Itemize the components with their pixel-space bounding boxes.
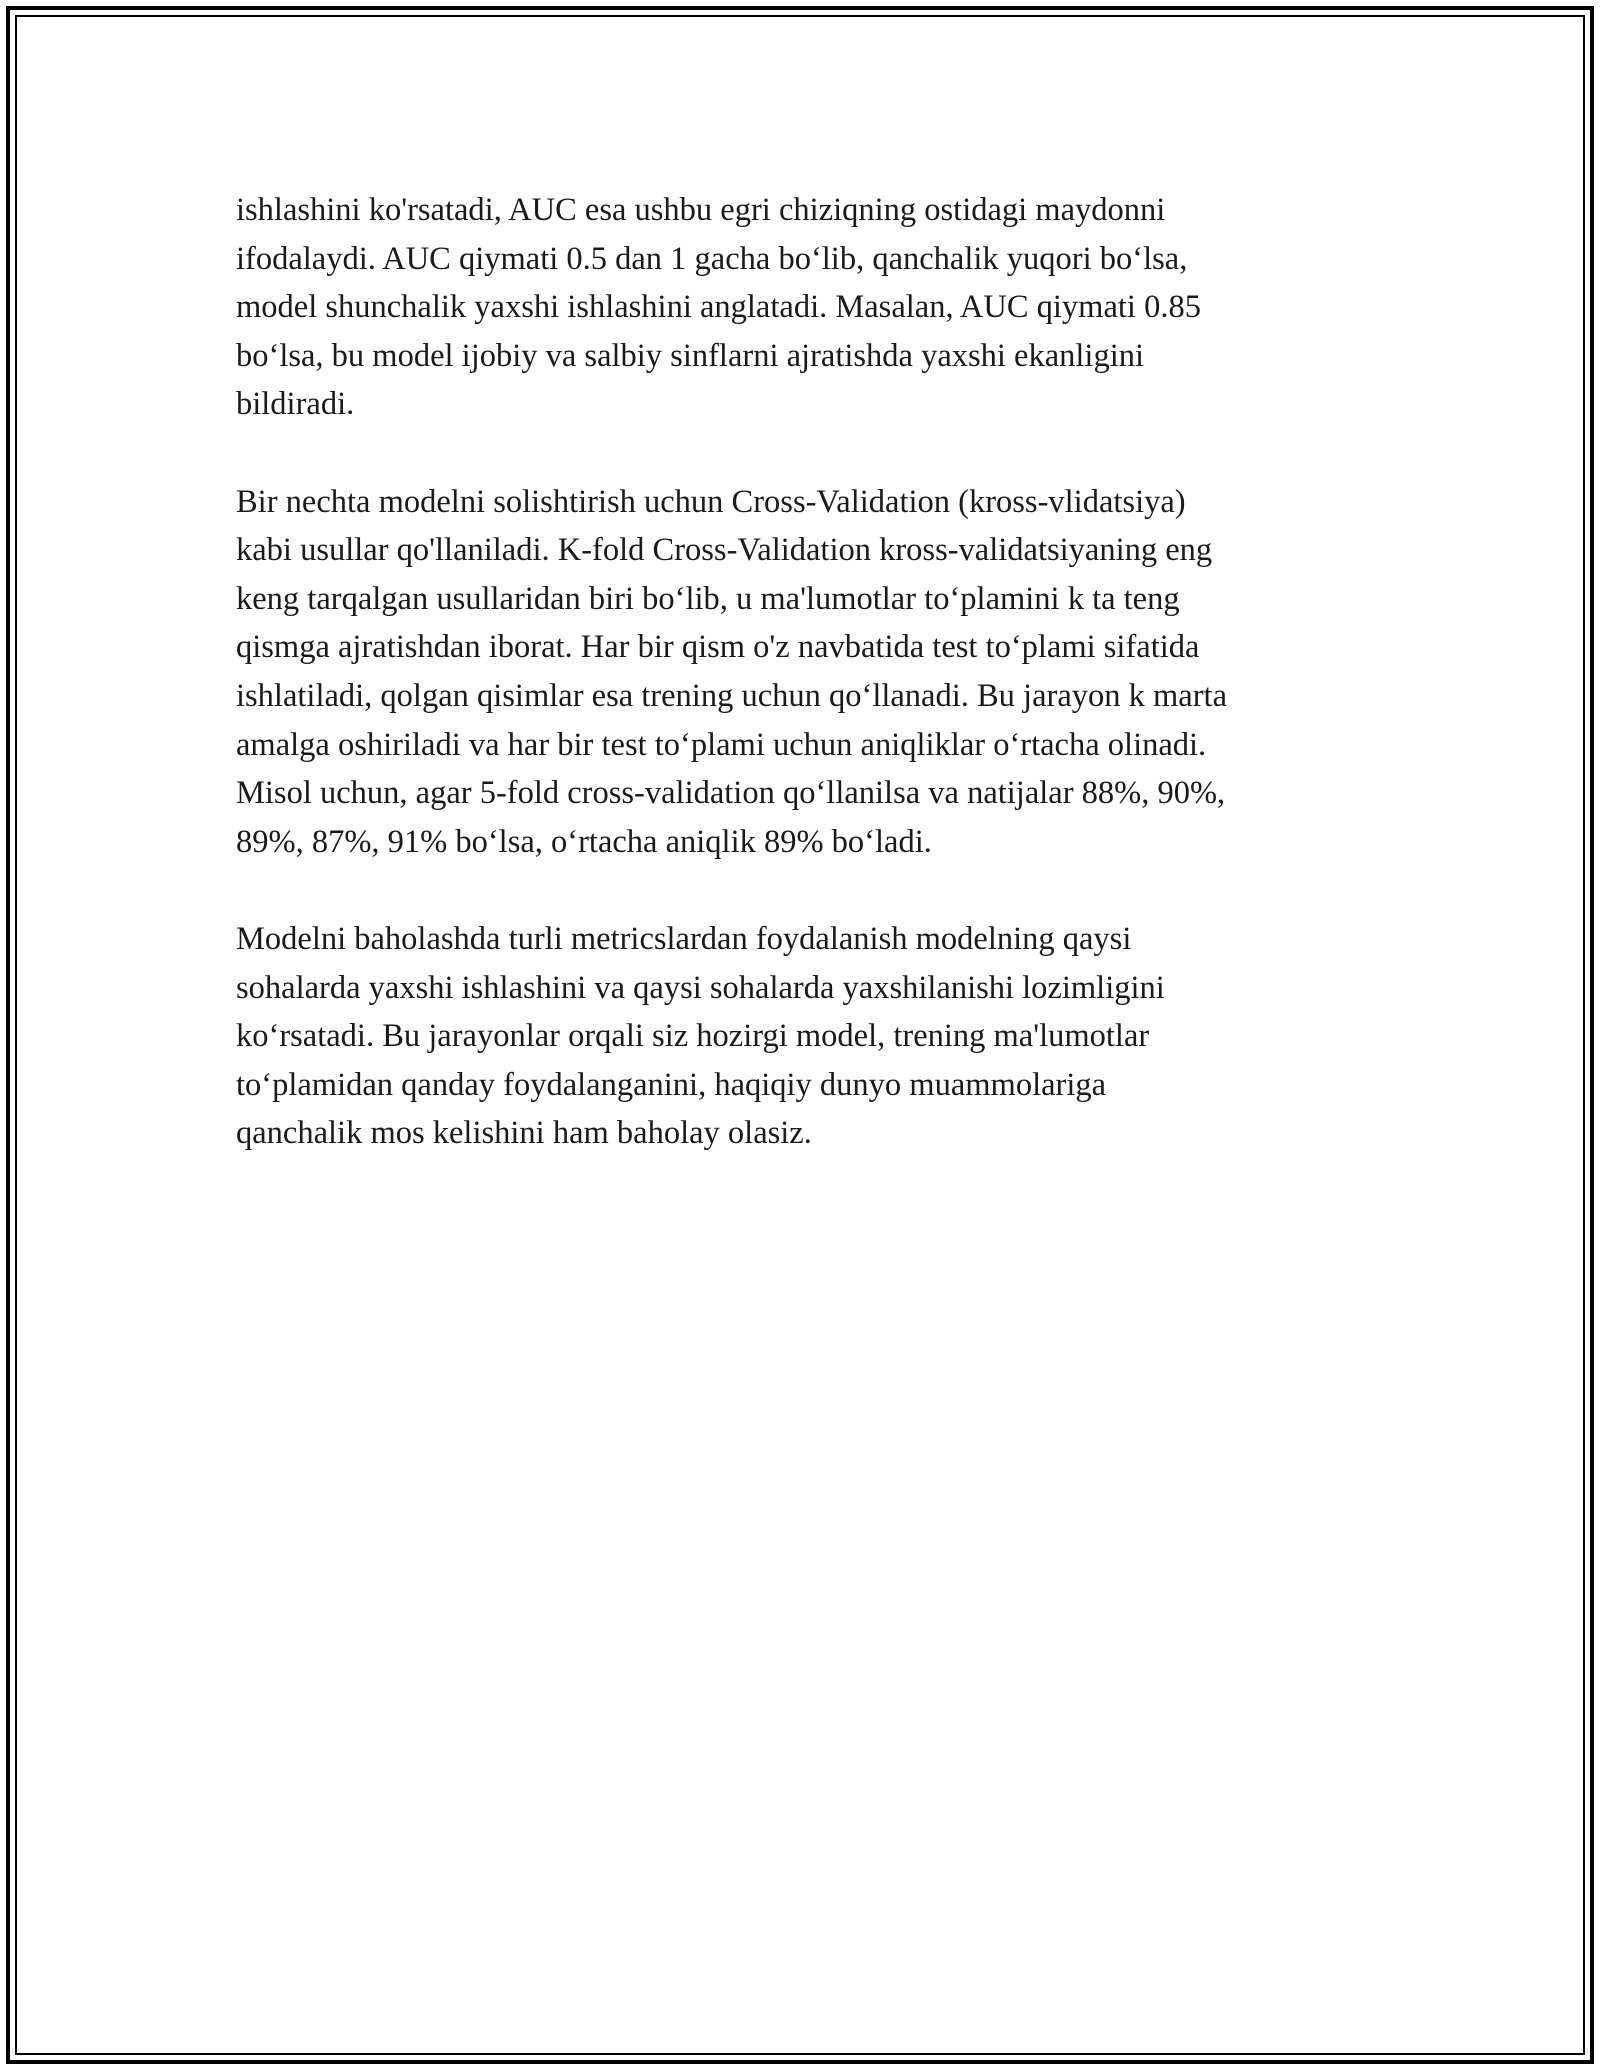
paragraph-cross-validation: Bir nechta modelni solishtirish uchun Cross-Validation (kross-vlidatsiya) kabi usullar qo'llaniladi. K-fold Cross-Validation kross-validatsiyaning eng keng tarqalgan usullaridan biri bo‘lib, u ma'lumotlar to‘plamini k ta teng qismga ajratishdan iborat. Har bir qism o'z navbatida test to‘plami sifatida ishlatiladi, qolgan qisimlar esa trening uchun qo‘llanadi. Bu jarayon k marta amalga oshiriladi va har bir test to‘plami uchun aniqliklar o‘rtacha olinadi. Misol uchun, agar 5-fold cross-validation qo‘llanilsa va natijalar 88%, 90%, 89%, 87%, 91% bo‘lsa, o‘rtacha aniqlik 89% bo‘ladi. bbox=[236, 483, 1227, 860]
paragraph-auc: ishlashini ko'rsatadi, AUC esa ushbu egri chiziqning ostidagi maydonni ifodalaydi. AUC qiymati 0.5 dan 1 gacha bo‘lib, qanchalik yuqori bo‘lsa, model shunchalik yaxshi ishlashini anglatadi. Masalan, AUC qiymati 0.85 bo‘lsa, bu model ijobiy va salbiy sinflarni ajratishda yaxshi ekanligini bildiradi. bbox=[236, 192, 1201, 423]
paragraph-metrics: Modelni baholashda turli metricslardan foydalanish modelning qaysi sohalarda yaxshi ishlashini va qaysi sohalarda yaxshilanishi lozimligini ko‘rsatadi. Bu jarayonlar orqali siz hozirgi model, trening ma'lumotlar to‘plamidan qanday foydalanganini, haqiqiy dunyo muammolariga qanchalik mos kelishini ham baholay olasiz. bbox=[236, 920, 1165, 1152]
document-body bbox=[236, 186, 1386, 1206]
